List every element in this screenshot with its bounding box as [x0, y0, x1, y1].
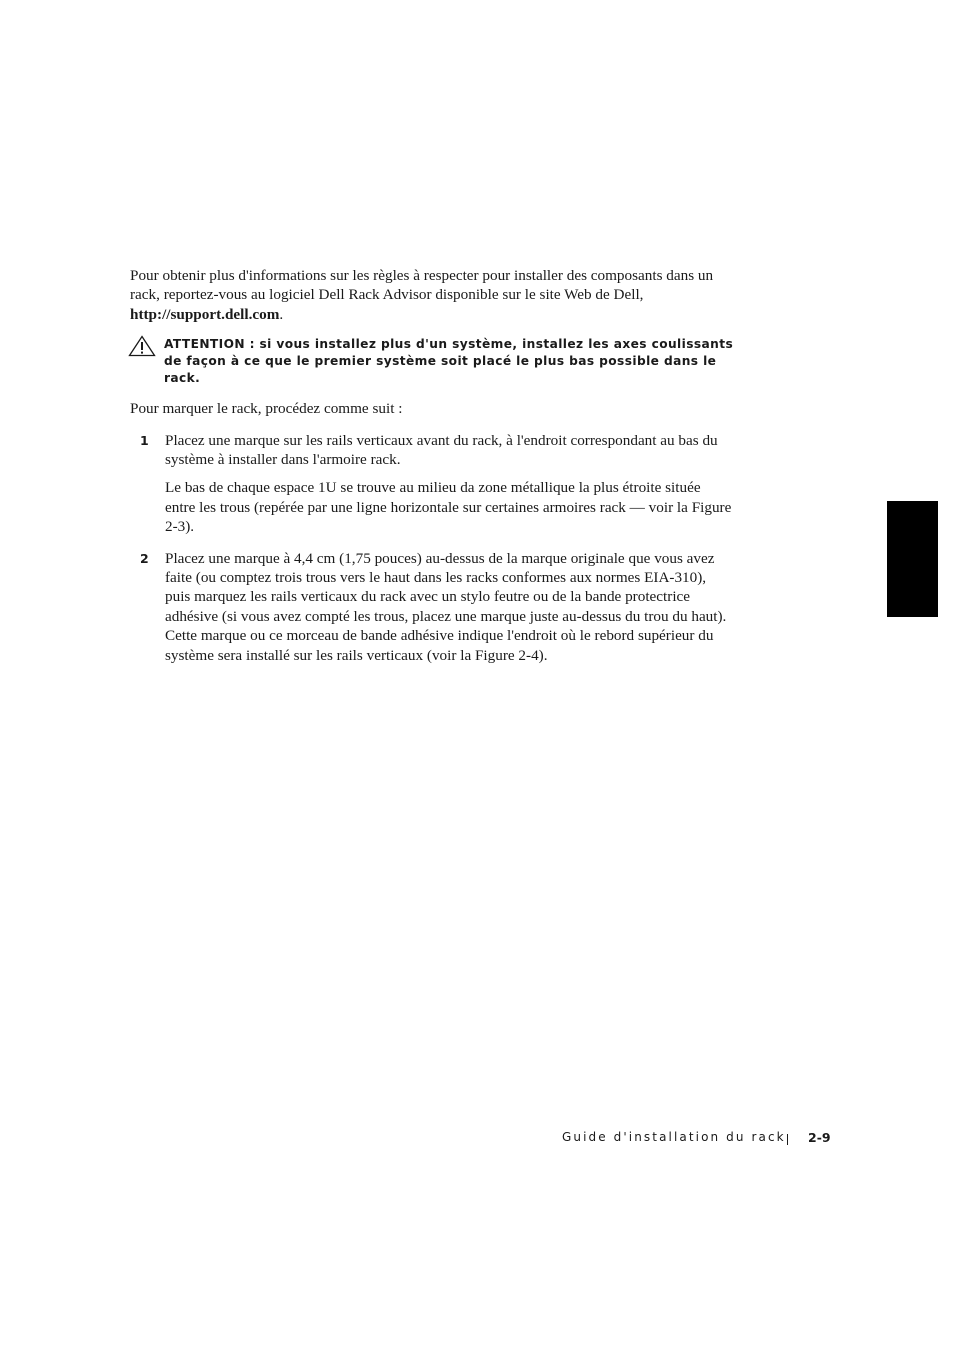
page-number: 2-9 [808, 1130, 831, 1145]
steps-list [130, 431, 740, 665]
step-paragraph: Placez une marque sur les rails verticaux avant du rack, à l'endroit correspondant au bas du système à installer dans l'armoire rack. [165, 431, 718, 469]
steps-lead: Pour marquer le rack, procédez comme suit : [130, 400, 403, 418]
intro-paragraph [130, 266, 736, 324]
warning-triangle-icon [128, 335, 156, 357]
step-paragraph: Le bas de chaque espace 1U se trouve au milieu da zone métallique la plus étroite située entre les trous (repérée par une ligne horizontale sur certaines armoires rack — voir la Figure 2-3). [165, 479, 732, 536]
step-number: 1 [140, 432, 149, 448]
warning-notice [130, 336, 744, 387]
list-item [130, 549, 740, 665]
page-content [130, 266, 740, 677]
footer-title: Guide d'installation du rack [562, 1130, 786, 1144]
intro-text: Pour obtenir plus d'informations sur les règles à respecter pour installer des composants dans un rack, reportez-vous au logiciel Dell Rack Advisor disponible sur le site Web de Dell, [130, 267, 714, 304]
footer-divider [787, 1134, 788, 1145]
warning-text: ATTENTION : si vous installez plus d'un système, installez les axes coulissants de façon à ce que le premier système soit placé le plus bas possible dans le rack. [164, 337, 734, 386]
step-number: 2 [140, 550, 149, 566]
intro-end: . [279, 305, 284, 323]
step-paragraph: Placez une marque à 4,4 cm (1,75 pouces) au-dessus de la marque originale que vous avez faite (ou comptez trois trous vers le haut dans les racks conformes aux normes EIA-310), puis marquez les rails verticaux du rack avec un stylo feutre ou de la bande protectrice adhésive (si vous avez compté les trous, placez une marque juste au-dessus du trou du haut). Cette marque ou ce morceau de bande adhésive indique l'endroit où le rebord supérieur du système sera installé sur les rails verticaux (voir la Figure 2-4). [165, 549, 727, 664]
chapter-thumb-tab [887, 501, 938, 617]
list-item [130, 431, 740, 537]
support-link[interactable]: http://support.dell.com [130, 305, 280, 323]
